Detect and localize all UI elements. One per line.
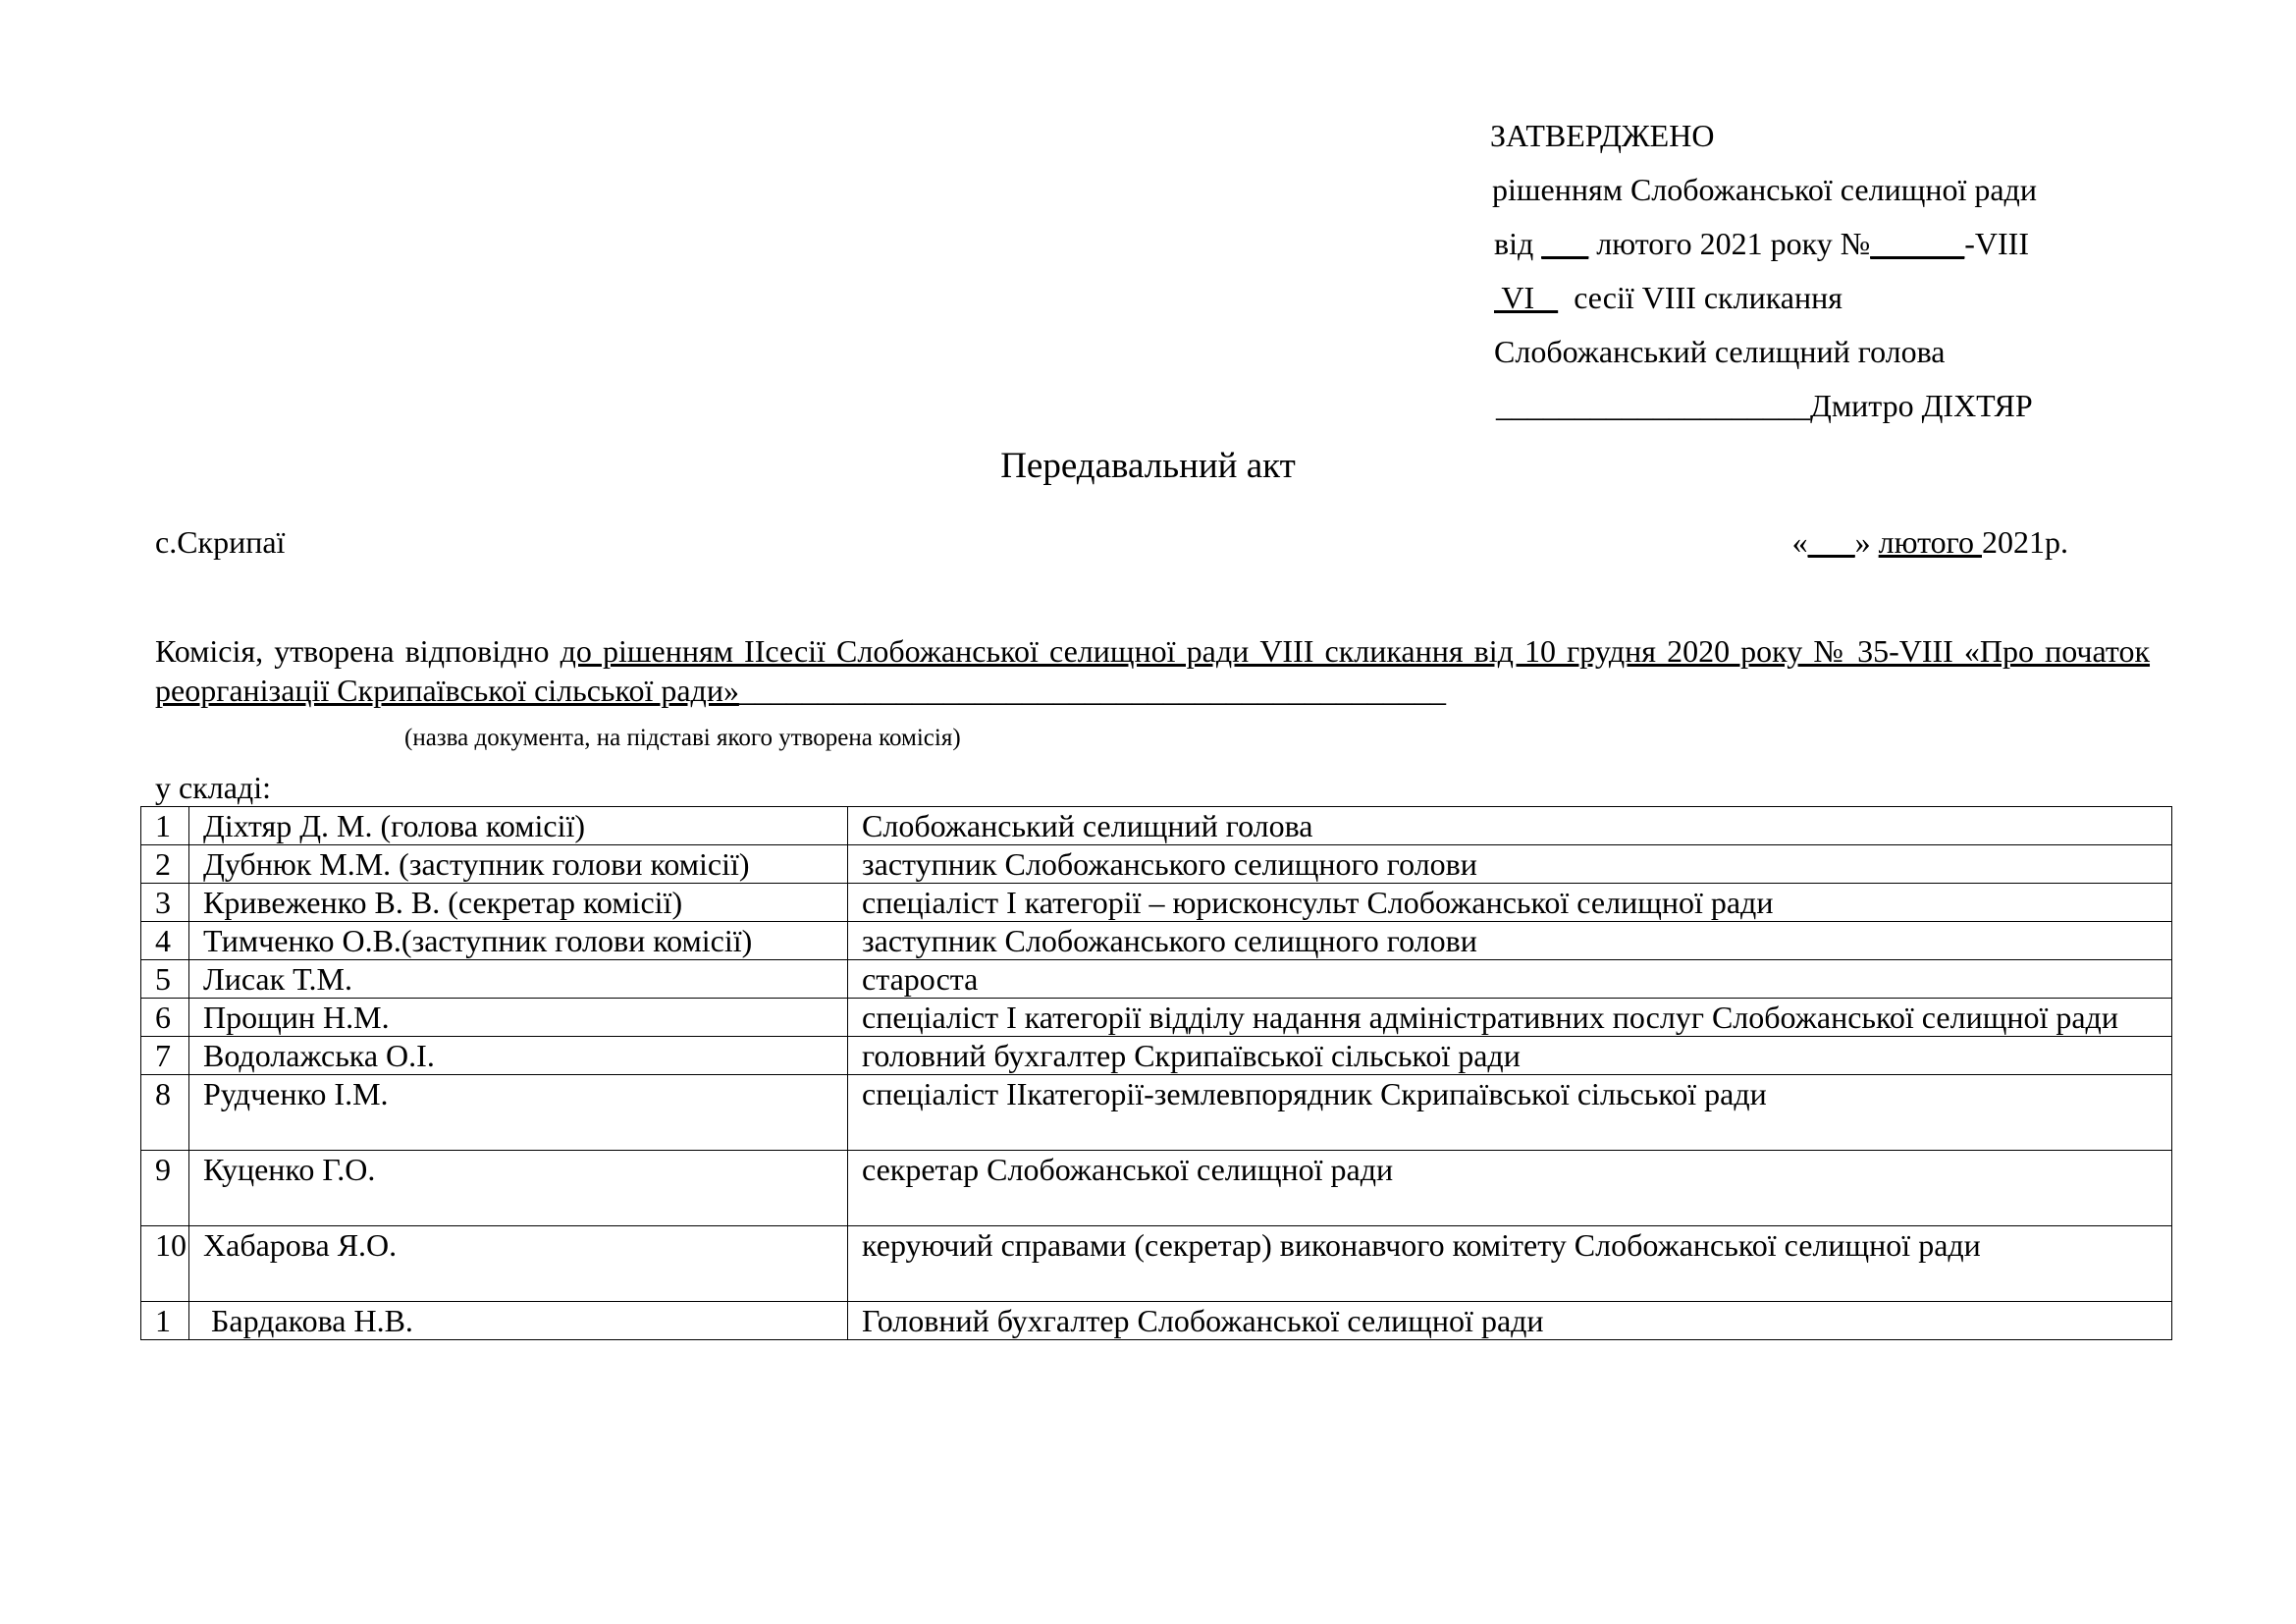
member-position: староста bbox=[848, 960, 2172, 999]
table-row bbox=[141, 999, 2172, 1037]
date-month: лютого bbox=[1878, 524, 1982, 560]
date-prefix: від bbox=[1494, 226, 1542, 261]
table-row bbox=[141, 1037, 2172, 1075]
member-name: Тимченко О.В.(заступник голови комісії) bbox=[189, 922, 848, 960]
member-position: керуючий справами (секретар) виконавчого комітету Слобожанської селищної ради bbox=[848, 1226, 2172, 1302]
member-number: 3 bbox=[141, 884, 189, 922]
member-name: Куценко Г.О. bbox=[189, 1151, 848, 1226]
date-month: лютого bbox=[1588, 226, 1692, 261]
date-day-blank: ___ bbox=[1807, 524, 1855, 560]
table-row bbox=[141, 1151, 2172, 1226]
member-position: Слобожанський селищний голова bbox=[848, 807, 2172, 845]
member-name: Бардакова Н.В. bbox=[189, 1302, 848, 1340]
signature-blank: ____________________ bbox=[1496, 388, 1810, 423]
member-name: Прощин Н.М. bbox=[189, 999, 848, 1037]
signatory-name: Дмитро ДІХТЯР bbox=[1810, 388, 2033, 423]
table-row bbox=[141, 922, 2172, 960]
member-position: Головний бухгалтер Слобожанської селищної ради bbox=[848, 1302, 2172, 1340]
approval-session-line bbox=[1494, 278, 1842, 317]
approval-decision-line: рішенням Слобожанської селищної ради bbox=[1492, 172, 2037, 207]
member-name: Лисак Т.М. bbox=[189, 960, 848, 999]
member-position: заступник Слобожанського селищного голови bbox=[848, 845, 2172, 884]
member-name: Рудченко І.М. bbox=[189, 1075, 848, 1151]
table-row bbox=[141, 845, 2172, 884]
member-position: головний бухгалтер Скрипаївської сільської ради bbox=[848, 1037, 2172, 1075]
date-day-blank: ___ bbox=[1541, 226, 1589, 261]
date-suffix: -VIII bbox=[1964, 226, 2029, 261]
member-position: спеціаліст IIкатегорії-землевпорядник Скрипаївської сільської ради bbox=[848, 1075, 2172, 1151]
act-date bbox=[1792, 522, 2068, 562]
approval-head-title: Слобожанський селищний голова bbox=[1494, 334, 1946, 369]
commission-filler: _____________________________________________ bbox=[738, 673, 1446, 708]
commission-paragraph bbox=[155, 631, 2150, 710]
member-number: 6 bbox=[141, 999, 189, 1037]
date-year: 2021р. bbox=[1982, 524, 2068, 560]
member-position: спеціаліст I категорії – юрисконсульт Слобожанської селищної ради bbox=[848, 884, 2172, 922]
approval-date-line bbox=[1494, 224, 2029, 263]
member-number: 7 bbox=[141, 1037, 189, 1075]
member-name: Діхтяр Д. М. (голова комісії) bbox=[189, 807, 848, 845]
table-row bbox=[141, 807, 2172, 845]
members-table bbox=[140, 806, 2172, 1340]
session-number: VI bbox=[1494, 280, 1559, 315]
commission-intro: Комісія, утворена відповідно bbox=[155, 633, 561, 669]
member-name: Кривеженко В. В. (секретар комісії) bbox=[189, 884, 848, 922]
member-number: 2 bbox=[141, 845, 189, 884]
member-position: спеціаліст I категорії відділу надання адміністративних послуг Слобожанської селищної ради bbox=[848, 999, 2172, 1037]
date-open-quote: « bbox=[1791, 524, 1808, 560]
commission-basis: до рішенням IIсесії Слобожанської селищної ради VIII скликання від 10 грудня 2020 року № 35-VIII «Про початок реорганізації Скрипаївської сільської ради» bbox=[155, 633, 2151, 708]
member-name: Водолажська О.І. bbox=[189, 1037, 848, 1075]
decision-number-blank: ______ bbox=[1870, 226, 1965, 261]
table-row bbox=[141, 960, 2172, 999]
table-row bbox=[141, 884, 2172, 922]
table-row bbox=[141, 1075, 2172, 1151]
member-name: Дубнюк М.М. (заступник голови комісії) bbox=[189, 845, 848, 884]
date-close-quote: » bbox=[1854, 524, 1879, 560]
act-title: Передавальний акт bbox=[1000, 446, 1296, 486]
member-number: 10 bbox=[141, 1226, 189, 1302]
table-row bbox=[141, 1302, 2172, 1340]
member-number: 4 bbox=[141, 922, 189, 960]
member-position: заступник Слобожанського селищного голови bbox=[848, 922, 2172, 960]
member-number: 1 bbox=[141, 807, 189, 845]
date-year: 2021 року № bbox=[1691, 226, 1871, 261]
member-number: 8 bbox=[141, 1075, 189, 1151]
member-number: 9 bbox=[141, 1151, 189, 1226]
table-row bbox=[141, 1226, 2172, 1302]
session-text: сесії VIII скликання bbox=[1558, 280, 1842, 315]
member-position: секретар Слобожанської селищної ради bbox=[848, 1151, 2172, 1226]
act-place: с.Скрипаї bbox=[155, 524, 286, 560]
approval-heading: ЗАТВЕРДЖЕНО bbox=[1490, 118, 1715, 153]
member-number: 1 bbox=[141, 1302, 189, 1340]
member-number: 5 bbox=[141, 960, 189, 999]
document-name-note: (назва документа, на підставі якого утворена комісія) bbox=[404, 725, 961, 751]
member-name: Хабарова Я.О. bbox=[189, 1226, 848, 1302]
approval-signature-line bbox=[1496, 386, 2033, 425]
composition-label: у складі: bbox=[155, 770, 271, 805]
